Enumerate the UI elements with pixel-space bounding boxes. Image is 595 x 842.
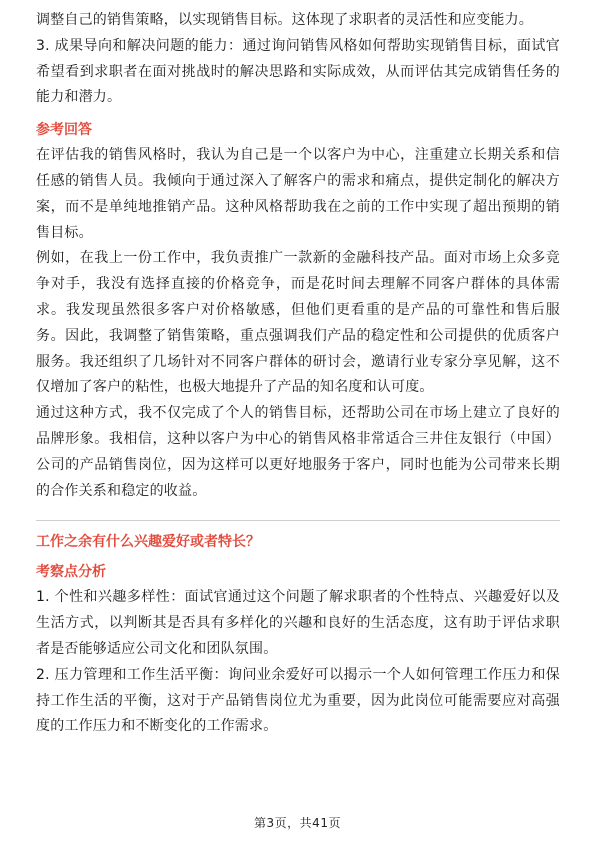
analysis-point: 2. 压力管理和工作生活平衡：询问业余爱好可以揭示一个人如何管理工作压力和保持工作生活的平衡，这对于产品销售岗位尤为重要，因为此岗位可能需要应对高强度的工作压力和不断变化的工作需求。	[36, 666, 560, 735]
answer-paragraph: 在评估我的销售风格时，我认为自己是一个以客户为中心，注重建立长期关系和信任感的销售人员。我倾向于通过深入了解客户的需求和痛点，提供定制化的解决方案，而不是单纯地推销产品。这种风格帮助我在之前的工作中实现了超出预期的销售目标。	[36, 147, 560, 241]
document-page	[36, 8, 560, 740]
intro-paragraph: 调整自己的销售策略，以实现销售目标。这体现了求职者的灵活性和应变能力。	[36, 12, 533, 28]
analysis-point: 1. 个性和兴趣多样性：面试官通过这个问题了解求职者的个性特点、兴趣爱好以及生活方式，以判断其是否具有多样化的兴趣和良好的生活态度，这有助于评估求职者是否能够适应公司文化和团队氛围。	[36, 589, 560, 657]
question-title: 工作之余有什么兴趣爱好或者特长？	[36, 534, 260, 551]
section-divider	[36, 520, 560, 521]
intro-paragraph: 3. 成果导向和解决问题的能力：通过询问销售风格如何帮助实现销售目标，面试官希望看到求职者在面对挑战时的解决思路和实际成效，从而评估其完成销售任务的能力和潜力。	[36, 37, 560, 106]
answer-paragraph: 例如，在我上一份工作中，我负责推广一款新的金融科技产品。面对市场上众多竞争对手，我没有选择直接的价格竞争，而是花时间去理解不同客户群体的具体需求。我发现虽然很多客户对价格敏感，但他们更看重的是产品的可靠性和售后服务。因此，我调整了销售策略，重点强调我们产品的稳定性和公司提供的优质客户服务。我还组织了几场针对不同客户群体的研讨会，邀请行业专家分享见解，这不仅增加了客户的粘性，也极大地提升了产品的知名度和认可度。	[36, 250, 560, 396]
page-number: 第3页，共41页	[254, 816, 341, 830]
reference-answer-heading: 参考回答	[36, 122, 92, 139]
answer-paragraph: 通过这种方式，我不仅完成了个人的销售目标，还帮助公司在市场上建立了良好的品牌形象。我相信，这种以客户为中心的销售风格非常适合三井住友银行（中国）公司的产品销售岗位，因为这样可以更好地服务于客户，同时也能为公司带来长期的合作关系和稳定的收益。	[36, 405, 560, 499]
analysis-heading: 考察点分析	[36, 564, 106, 581]
